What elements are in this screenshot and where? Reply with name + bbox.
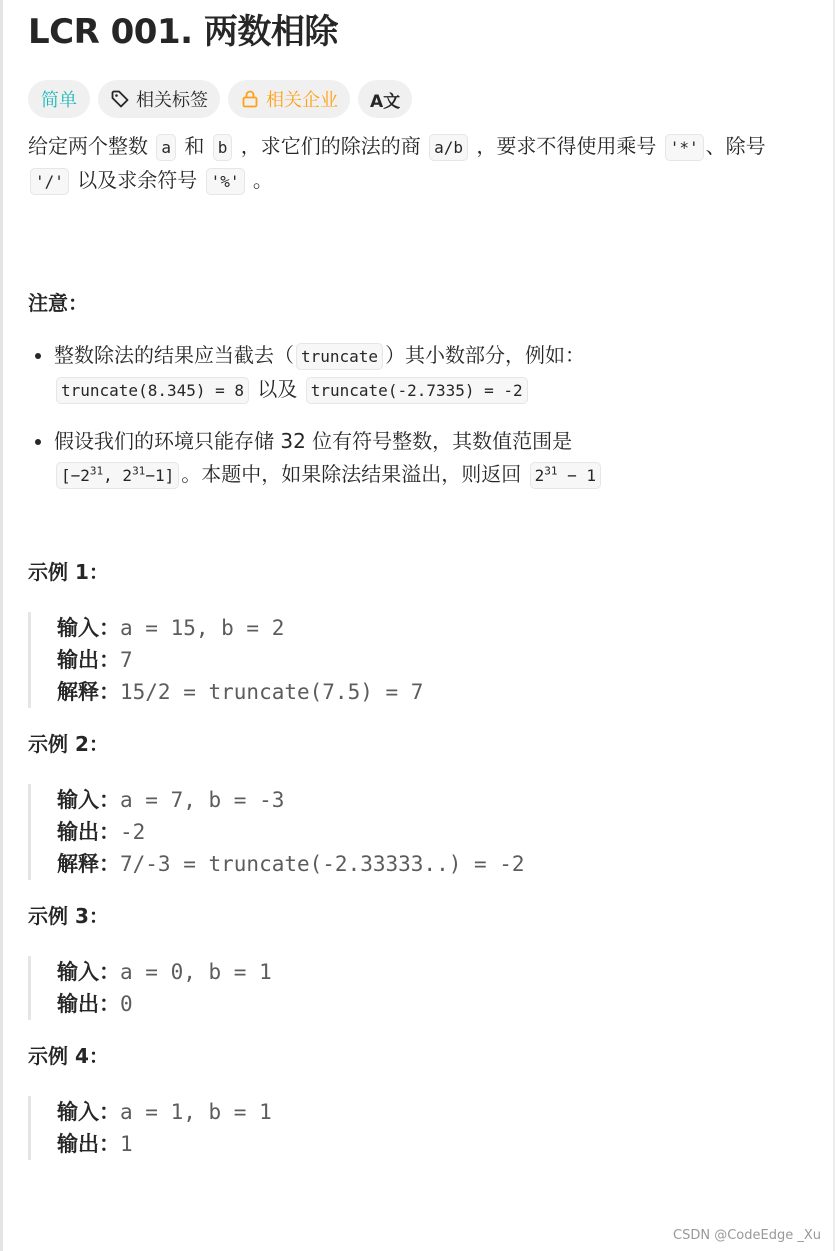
code-part: 2 bbox=[534, 466, 545, 485]
example-input bbox=[57, 956, 808, 988]
note-list bbox=[28, 339, 808, 492]
desc-text: 给定两个整数 bbox=[28, 134, 155, 158]
desc-text: ，要求不得使用乘号 bbox=[469, 134, 663, 158]
example-output bbox=[57, 816, 808, 848]
related-companies-button[interactable] bbox=[228, 80, 350, 118]
exponent: 31 bbox=[544, 464, 558, 478]
note-text: ）其小数部分，例如： bbox=[385, 343, 586, 367]
note-text: 假设我们的环境只能存储 32 位有符号整数，其数值范围是 bbox=[54, 429, 573, 453]
code-part: , 2 bbox=[103, 466, 133, 485]
explanation-label: 解释： bbox=[57, 852, 120, 876]
desc-text: 以及求余符号 bbox=[70, 168, 204, 192]
input-label: 输入： bbox=[57, 960, 120, 984]
related-tags-button[interactable] bbox=[98, 80, 220, 118]
csdn-watermark: CSDN @CodeEdge _Xu bbox=[673, 1228, 821, 1243]
desc-text: ，求它们的除法的商 bbox=[234, 134, 428, 158]
explanation-value: 15/2 = truncate(7.5) = 7 bbox=[120, 680, 424, 704]
input-value: a = 0, b = 1 bbox=[120, 960, 272, 984]
example-explanation bbox=[57, 676, 808, 708]
desc-text: 。 bbox=[246, 168, 273, 192]
desc-text: 和 bbox=[178, 134, 211, 158]
input-value: a = 1, b = 1 bbox=[120, 1100, 272, 1124]
example-output bbox=[57, 644, 808, 676]
output-value: 0 bbox=[120, 992, 133, 1016]
exponent: 31 bbox=[89, 464, 104, 478]
example-1-title: 示例 1： bbox=[28, 560, 109, 584]
list-item bbox=[54, 425, 808, 492]
example-output bbox=[57, 1128, 808, 1160]
example-explanation bbox=[57, 848, 808, 880]
inline-code: b bbox=[213, 134, 233, 161]
example-2-title: 示例 2： bbox=[28, 732, 109, 756]
list-item bbox=[54, 339, 808, 407]
code-part: [−2 bbox=[61, 466, 90, 485]
input-label: 输入： bbox=[57, 1100, 120, 1124]
difficulty-badge[interactable] bbox=[28, 80, 90, 118]
explanation-label: 解释： bbox=[57, 680, 120, 704]
output-label: 输出： bbox=[57, 1132, 120, 1156]
example-input bbox=[57, 1096, 808, 1128]
output-value: -2 bbox=[120, 820, 146, 844]
example-output bbox=[57, 988, 808, 1020]
output-label: 输出： bbox=[57, 820, 120, 844]
inline-code-max bbox=[530, 462, 601, 489]
input-value: a = 7, b = -3 bbox=[120, 788, 285, 812]
output-value: 7 bbox=[120, 648, 133, 672]
inline-code: truncate(-2.7335) = -2 bbox=[306, 377, 528, 404]
example-4-block bbox=[28, 1096, 808, 1160]
example-3-block bbox=[28, 956, 808, 1020]
explanation-value: 7/-3 = truncate(-2.33333..) = -2 bbox=[120, 852, 525, 876]
problem-description bbox=[28, 130, 808, 198]
left-frame-border bbox=[0, 0, 3, 1251]
input-label: 输入： bbox=[57, 616, 120, 640]
note-text: 以及 bbox=[251, 377, 304, 401]
inline-code: a bbox=[156, 134, 176, 161]
note-heading: 注意： bbox=[28, 291, 88, 315]
inline-code-range bbox=[56, 462, 179, 489]
example-input bbox=[57, 612, 808, 644]
translate-button[interactable] bbox=[358, 80, 412, 118]
input-value: a = 15, b = 2 bbox=[120, 616, 285, 640]
note-text: 整数除法的结果应当截去（ bbox=[54, 343, 294, 367]
related-tags-label: 相关标签 bbox=[136, 90, 208, 111]
lock-icon bbox=[240, 89, 260, 109]
tag-bar bbox=[28, 80, 808, 118]
code-part: − 1 bbox=[557, 466, 596, 485]
related-companies-label: 相关企业 bbox=[266, 90, 338, 111]
input-label: 输入： bbox=[57, 788, 120, 812]
desc-text: 、除号 bbox=[705, 134, 766, 158]
exponent: 31 bbox=[132, 464, 146, 478]
problem-content bbox=[28, 8, 808, 1180]
code-part: −1] bbox=[145, 466, 175, 485]
tag-icon bbox=[110, 89, 130, 109]
translate-icon: A文 bbox=[370, 91, 401, 112]
example-input bbox=[57, 784, 808, 816]
output-label: 输出： bbox=[57, 992, 120, 1016]
difficulty-label: 简单 bbox=[41, 90, 77, 111]
problem-title: LCR 001. 两数相除 bbox=[28, 12, 338, 52]
inline-code: '%' bbox=[206, 168, 245, 195]
inline-code: a/b bbox=[429, 134, 468, 161]
example-2-block bbox=[28, 784, 808, 880]
inline-code: truncate bbox=[296, 343, 383, 370]
inline-code: '/' bbox=[30, 168, 69, 195]
example-4-title: 示例 4： bbox=[28, 1044, 109, 1068]
inline-code: truncate(8.345) = 8 bbox=[56, 377, 249, 404]
example-3-title: 示例 3： bbox=[28, 904, 109, 928]
inline-code: '*' bbox=[665, 134, 704, 161]
note-text: 。本题中，如果除法结果溢出，则返回 bbox=[181, 462, 528, 486]
example-1-block bbox=[28, 612, 808, 708]
output-label: 输出： bbox=[57, 648, 120, 672]
output-value: 1 bbox=[120, 1132, 133, 1156]
